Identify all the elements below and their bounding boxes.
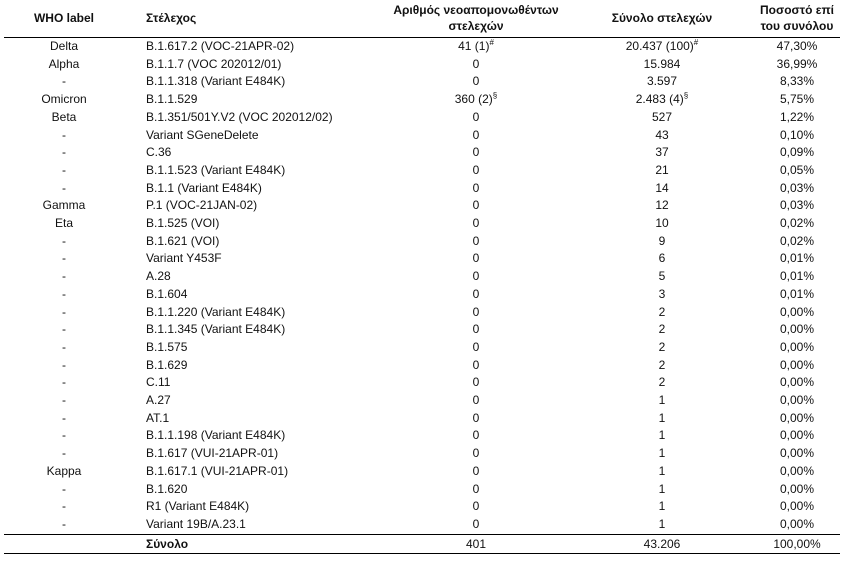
new-isolates-value: 0 xyxy=(472,410,480,425)
total-strains-cell xyxy=(570,286,754,304)
strain-cell: B.1.1.198 (Variant E484K) xyxy=(146,428,286,443)
new-isolates-cell xyxy=(382,374,570,392)
total-strains-value: 1 xyxy=(658,481,666,496)
new-isolates-value: 0 xyxy=(472,304,480,319)
who-label-cell: Kappa xyxy=(46,463,82,478)
total-strains-footnote: § xyxy=(683,91,689,101)
new-isolates-cell xyxy=(382,215,570,233)
new-isolates-cell xyxy=(382,321,570,339)
strain-cell: C.36 xyxy=(146,145,172,160)
total-strains-value: 2 xyxy=(658,357,666,372)
percentage-cell: 0,00% xyxy=(779,410,815,425)
new-isolates-cell xyxy=(382,410,570,428)
new-isolates-value: 360 (2) xyxy=(454,92,493,107)
table-row xyxy=(4,233,840,251)
strain-cell: A.28 xyxy=(146,269,171,284)
table-row xyxy=(4,91,840,109)
total-strains-value: 1 xyxy=(658,499,666,514)
new-isolates-cell xyxy=(382,392,570,410)
new-isolates-value: 41 (1) xyxy=(458,39,490,53)
new-isolates-cell xyxy=(382,463,570,481)
total-strains-value: 3 xyxy=(658,286,666,301)
new-isolates-value: 0 xyxy=(472,516,480,531)
total-strains-cell xyxy=(570,56,754,74)
who-label-cell: - xyxy=(62,74,66,89)
percentage-cell: 0,01% xyxy=(779,286,815,301)
percentage-cell: 8,33% xyxy=(779,74,815,89)
strain-cell: B.1.1 (Variant E484K) xyxy=(146,180,262,195)
percentage-cell: 0,00% xyxy=(779,375,815,390)
percentage-cell: 0,00% xyxy=(779,322,815,337)
new-isolates-value: 0 xyxy=(472,499,480,514)
total-strains-cell xyxy=(570,233,754,251)
who-label-cell: Eta xyxy=(54,216,73,231)
total-strains-cell xyxy=(570,91,754,109)
table-row xyxy=(4,392,840,410)
percentage-cell: 0,00% xyxy=(779,339,815,354)
total-strains-cell xyxy=(570,144,754,162)
who-label-cell: - xyxy=(62,499,66,514)
percentage-cell: 0,00% xyxy=(779,357,815,372)
total-strains-cell xyxy=(570,304,754,322)
who-label-cell: - xyxy=(62,446,66,461)
header-total-strains: Σύνολο στελεχών xyxy=(570,0,754,38)
new-isolates-value: 0 xyxy=(472,127,480,142)
total-strains-value: 1 xyxy=(658,410,666,425)
new-isolates-footnote: # xyxy=(489,38,494,47)
new-isolates-cell xyxy=(382,38,570,56)
who-label-cell: Omicron xyxy=(41,92,87,107)
total-strains-cell xyxy=(570,127,754,145)
strain-cell: AT.1 xyxy=(146,410,170,425)
total-strains-value: 6 xyxy=(658,251,666,266)
table-header xyxy=(4,0,840,38)
total-strains-cell xyxy=(570,498,754,516)
percentage-cell: 0,05% xyxy=(779,162,815,177)
who-label-cell: Alpha xyxy=(48,56,80,71)
strain-cell: B.1.617 (VUI-21APR-01) xyxy=(146,446,279,461)
header-who-label: WHO label xyxy=(4,0,124,38)
total-strains-value: 43 xyxy=(655,127,669,142)
total-strains-value: 37 xyxy=(655,145,669,160)
total-strains-value: 3.597 xyxy=(646,74,678,89)
total-who-cell xyxy=(4,534,124,553)
table-row xyxy=(4,481,840,499)
new-isolates-value: 0 xyxy=(472,322,480,337)
total-label: Σύνολο xyxy=(124,534,382,553)
who-label-cell: - xyxy=(62,516,66,531)
total-strains-cell xyxy=(570,215,754,233)
total-strains-cell xyxy=(570,392,754,410)
table-footer xyxy=(4,534,840,553)
new-isolates-cell xyxy=(382,286,570,304)
new-isolates-value: 0 xyxy=(472,269,480,284)
new-isolates-cell xyxy=(382,109,570,127)
new-isolates-cell xyxy=(382,197,570,215)
strain-cell: B.1.604 xyxy=(146,286,188,301)
strain-cell: B.1.1.220 (Variant E484K) xyxy=(146,304,286,319)
total-strains-cell xyxy=(570,268,754,286)
new-isolates-cell xyxy=(382,144,570,162)
who-label-cell: - xyxy=(62,322,66,337)
total-strains-cell xyxy=(570,250,754,268)
total-strains-value: 2 xyxy=(658,322,666,337)
new-isolates-value: 0 xyxy=(472,74,480,89)
who-label-cell: - xyxy=(62,162,66,177)
new-isolates-cell xyxy=(382,339,570,357)
who-label-cell: - xyxy=(62,375,66,390)
table-row xyxy=(4,197,840,215)
percentage-cell: 0,00% xyxy=(779,463,815,478)
table-row xyxy=(4,374,840,392)
table-row xyxy=(4,445,840,463)
new-isolates-value: 0 xyxy=(472,180,480,195)
table-row xyxy=(4,286,840,304)
total-strains-value: 2 xyxy=(658,304,666,319)
total-strains-value: 1 xyxy=(658,428,666,443)
new-isolates-value: 0 xyxy=(472,463,480,478)
table-row xyxy=(4,410,840,428)
strain-cell: B.1.525 (VOI) xyxy=(146,216,220,231)
percentage-cell: 0,00% xyxy=(779,304,815,319)
variants-table xyxy=(4,0,840,554)
total-strains-value: 14 xyxy=(655,180,669,195)
who-label-cell: - xyxy=(62,410,66,425)
total-strains-value: 20.437 (100) xyxy=(625,39,694,53)
total-strains-value: 5 xyxy=(658,269,666,284)
strain-cell: B.1.1.345 (Variant E484K) xyxy=(146,322,286,337)
who-label-cell: - xyxy=(62,269,66,284)
strain-cell: B.1.1.318 (Variant E484K) xyxy=(146,74,286,89)
percentage-cell: 0,03% xyxy=(779,198,815,213)
new-isolates-cell xyxy=(382,127,570,145)
total-strains-cell xyxy=(570,73,754,91)
percentage-cell: 0,03% xyxy=(779,180,815,195)
total-strains-value: 9 xyxy=(658,233,666,248)
new-isolates-cell xyxy=(382,180,570,198)
percentage-cell: 0,01% xyxy=(779,251,815,266)
new-isolates-cell xyxy=(382,498,570,516)
strain-cell: B.1.575 xyxy=(146,339,188,354)
new-isolates-cell xyxy=(382,304,570,322)
who-label-cell: Gamma xyxy=(42,198,86,213)
total-strains-cell xyxy=(570,410,754,428)
new-isolates-cell xyxy=(382,427,570,445)
total-strains-value: 1 xyxy=(658,393,666,408)
percentage-cell: 0,09% xyxy=(779,145,815,160)
percentage-cell: 0,01% xyxy=(779,269,815,284)
strain-cell: B.1.617.1 (VUI-21APR-01) xyxy=(146,463,289,478)
total-strains-value: 2.483 (4) xyxy=(635,92,684,107)
who-label-cell: Delta xyxy=(49,39,78,53)
table-row xyxy=(4,144,840,162)
table-row xyxy=(4,127,840,145)
table-row xyxy=(4,357,840,375)
strain-cell: B.1.621 (VOI) xyxy=(146,233,220,248)
strain-cell: Variant Y453F xyxy=(146,251,222,266)
strain-cell: B.1.1.523 (Variant E484K) xyxy=(146,162,286,177)
total-strains-cell xyxy=(570,463,754,481)
who-label-cell: - xyxy=(62,481,66,496)
percentage-cell: 0,00% xyxy=(779,516,815,531)
total-strains-value: 1 xyxy=(658,446,666,461)
table-row xyxy=(4,321,840,339)
percentage-cell: 36,99% xyxy=(776,56,818,71)
table-row xyxy=(4,215,840,233)
new-isolates-cell xyxy=(382,516,570,534)
new-isolates-cell xyxy=(382,91,570,109)
strain-cell: C.11 xyxy=(146,375,171,390)
strain-cell: Variant SGeneDelete xyxy=(146,127,259,142)
new-isolates-value: 0 xyxy=(472,198,480,213)
new-isolates-value: 0 xyxy=(472,56,480,71)
new-isolates-cell xyxy=(382,56,570,74)
total-strains-value: 2 xyxy=(658,339,666,354)
new-isolates-value: 0 xyxy=(472,393,480,408)
table-body xyxy=(4,38,840,535)
total-strains-cell xyxy=(570,197,754,215)
strain-cell: B.1.1.7 (VOC 202012/01) xyxy=(146,56,282,71)
total-strains-cell xyxy=(570,38,754,56)
new-isolates-cell xyxy=(382,250,570,268)
total-strains-footnote: # xyxy=(693,38,699,47)
total-strains-cell xyxy=(570,427,754,445)
strain-cell: P.1 (VOC-21JAN-02) xyxy=(146,198,258,213)
percentage-cell: 0,00% xyxy=(779,393,815,408)
who-label-cell: - xyxy=(62,357,66,372)
percentage-cell: 1,22% xyxy=(779,109,815,124)
table-row xyxy=(4,463,840,481)
new-isolates-value: 0 xyxy=(472,286,480,301)
total-strains-cell xyxy=(570,481,754,499)
who-label-cell: - xyxy=(62,233,66,248)
total-strains-cell xyxy=(570,109,754,127)
strain-cell: B.1.617.2 (VOC-21APR-02) xyxy=(146,39,295,53)
table-row xyxy=(4,56,840,74)
new-isolates-value: 0 xyxy=(472,162,480,177)
table-row xyxy=(4,516,840,534)
total-strains-value: 2 xyxy=(658,375,666,390)
who-label-cell: - xyxy=(62,145,66,160)
percentage-cell: 5,75% xyxy=(779,92,815,107)
who-label-cell: Beta xyxy=(51,109,77,124)
percentage-cell: 0,00% xyxy=(779,481,815,496)
total-strains-value: 15.984 xyxy=(643,56,681,71)
percentage-cell: 0,10% xyxy=(779,127,815,142)
total-strains-value: 21 xyxy=(655,162,669,177)
table-row xyxy=(4,180,840,198)
total-row xyxy=(4,534,840,553)
total-strains-value: 12 xyxy=(655,198,669,213)
total-strains-cell xyxy=(570,374,754,392)
header-strain: Στέλεχος xyxy=(124,0,382,38)
new-isolates-value: 0 xyxy=(472,339,480,354)
new-isolates-cell xyxy=(382,481,570,499)
table-row xyxy=(4,339,840,357)
new-isolates-value: 0 xyxy=(472,357,480,372)
who-label-cell: - xyxy=(62,428,66,443)
who-label-cell: - xyxy=(62,339,66,354)
total-strains-value: 527 xyxy=(651,109,673,124)
total-strains-cell xyxy=(570,321,754,339)
who-label-cell: - xyxy=(62,251,66,266)
new-isolates-cell xyxy=(382,162,570,180)
table-row xyxy=(4,304,840,322)
header-new-isolates: Αριθμός νεοαπομονωθέντων στελεχών xyxy=(382,0,570,38)
new-isolates-value: 0 xyxy=(472,145,480,160)
new-isolates-cell xyxy=(382,268,570,286)
new-isolates-cell xyxy=(382,445,570,463)
strain-cell: Variant 19B/A.23.1 xyxy=(146,516,246,531)
total-strains-cell xyxy=(570,516,754,534)
total-percentage: 100,00% xyxy=(754,534,840,553)
new-isolates-value: 0 xyxy=(472,216,480,231)
percentage-cell: 47,30% xyxy=(776,39,818,53)
total-strains-cell xyxy=(570,180,754,198)
header-percentage: Ποσοστό επί του συνόλου xyxy=(754,0,840,38)
who-label-cell: - xyxy=(62,286,66,301)
percentage-cell: 0,00% xyxy=(779,499,815,514)
total-strains-cell xyxy=(570,162,754,180)
new-isolates-value: 0 xyxy=(472,446,480,461)
new-isolates-value: 0 xyxy=(472,233,480,248)
new-isolates-cell xyxy=(382,357,570,375)
table-row xyxy=(4,38,840,56)
table-row xyxy=(4,250,840,268)
total-strains-cell xyxy=(570,339,754,357)
new-isolates-value: 0 xyxy=(472,251,480,266)
total-strains: 43.206 xyxy=(570,534,754,553)
new-isolates-value: 0 xyxy=(472,481,480,496)
total-strains-value: 10 xyxy=(655,216,669,231)
strain-cell: B.1.351/501Y.V2 (VOC 202012/02) xyxy=(146,109,333,124)
strain-cell: B.1.620 xyxy=(146,481,188,496)
percentage-cell: 0,00% xyxy=(779,428,815,443)
who-label-cell: - xyxy=(62,304,66,319)
strain-cell: B.1.1.529 xyxy=(146,92,198,107)
percentage-cell: 0,00% xyxy=(779,446,815,461)
total-strains-value: 1 xyxy=(658,463,666,478)
table-row xyxy=(4,73,840,91)
table-row xyxy=(4,109,840,127)
who-label-cell: - xyxy=(62,127,66,142)
total-strains-cell xyxy=(570,445,754,463)
table-row xyxy=(4,268,840,286)
table-row xyxy=(4,498,840,516)
strain-cell: B.1.629 xyxy=(146,357,188,372)
total-strains-value: 1 xyxy=(658,516,666,531)
strain-cell: R1 (Variant E484K) xyxy=(146,499,250,514)
new-isolates-value: 0 xyxy=(472,428,480,443)
table-row xyxy=(4,427,840,445)
total-new-isolates: 401 xyxy=(382,534,570,553)
new-isolates-value: 0 xyxy=(472,109,480,124)
percentage-cell: 0,02% xyxy=(779,216,815,231)
new-isolates-cell xyxy=(382,233,570,251)
who-label-cell: - xyxy=(62,180,66,195)
total-strains-cell xyxy=(570,357,754,375)
new-isolates-footnote: § xyxy=(492,91,498,101)
who-label-cell: - xyxy=(62,393,66,408)
table-row xyxy=(4,162,840,180)
percentage-cell: 0,02% xyxy=(779,233,815,248)
new-isolates-cell xyxy=(382,73,570,91)
new-isolates-value: 0 xyxy=(472,375,480,390)
strain-cell: A.27 xyxy=(146,393,171,408)
